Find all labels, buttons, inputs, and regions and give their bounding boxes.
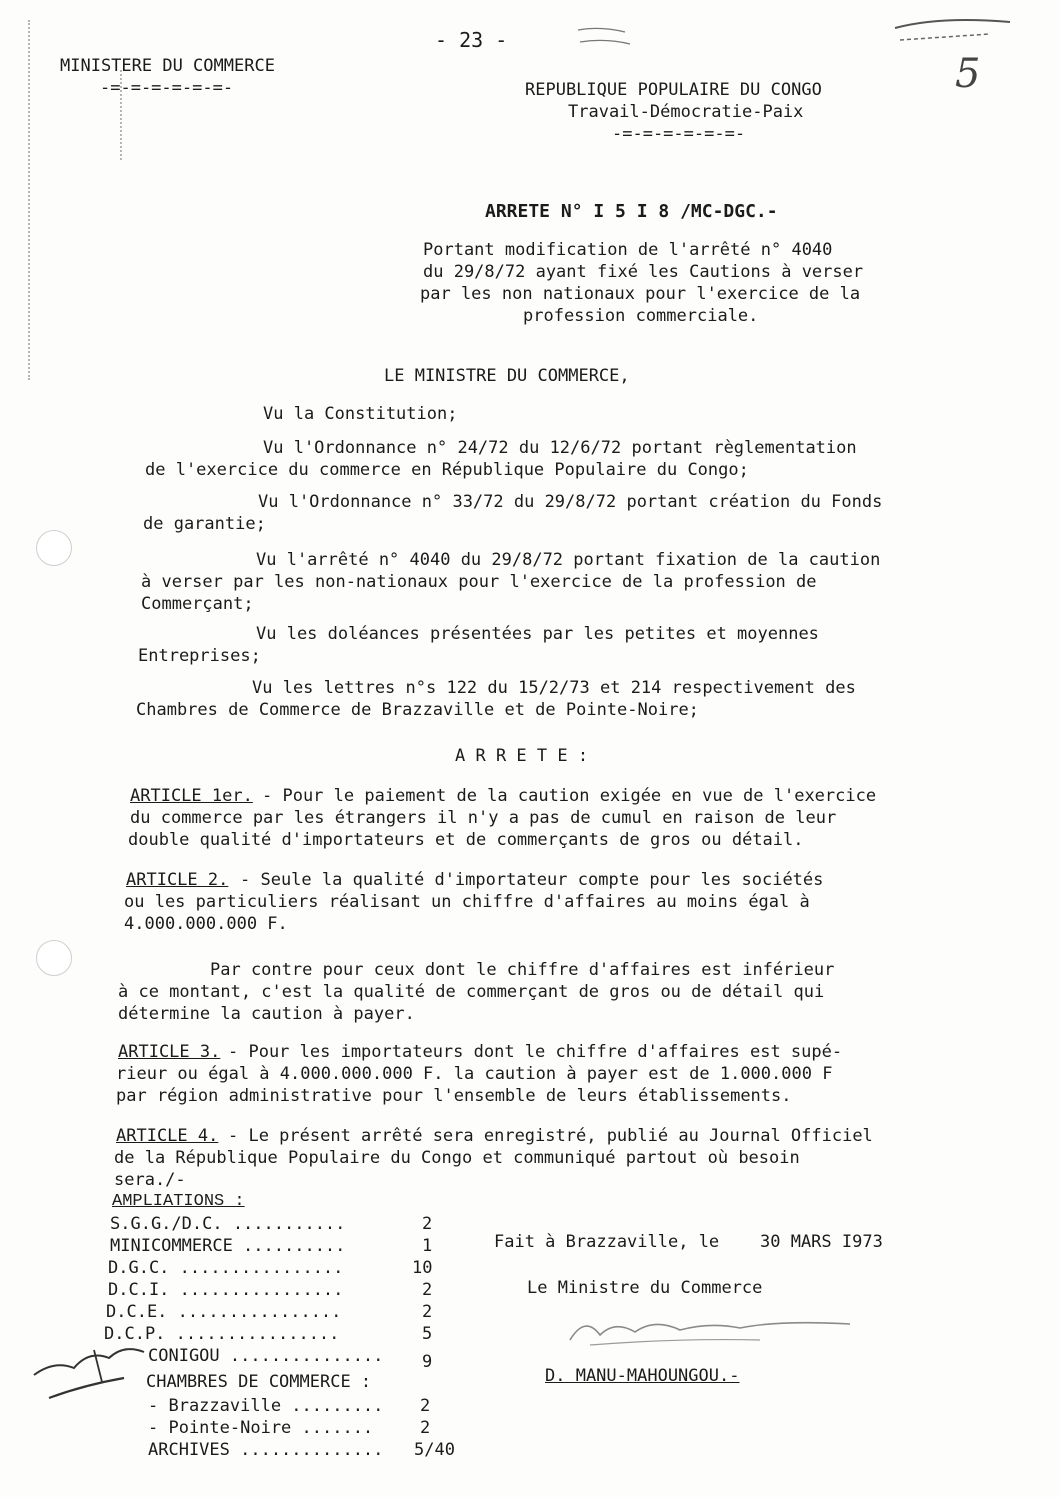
archives-count: 5/40: [414, 1440, 455, 1460]
article-1-label: ARTICLE 1er.: [130, 786, 253, 806]
chamber-name: - Pointe-Noire .......: [148, 1418, 374, 1438]
recital-3-line-2: de garantie;: [143, 514, 266, 534]
chamber-count: 2: [420, 1418, 431, 1438]
recital-5-line-2: Entreprises;: [138, 646, 261, 666]
article-2-line-1: - Seule la qualité d'importateur compte pour les sociétés: [240, 870, 824, 890]
ministry-rule: -=-=-=-=-=-=-: [100, 78, 234, 98]
chamber-count: 2: [420, 1396, 431, 1416]
signatory-title: Le Ministre du Commerce: [527, 1278, 763, 1298]
ampliation-count: 9: [422, 1352, 433, 1372]
ampliation-name: S.G.G./D.C. ...........: [110, 1214, 346, 1234]
article-2-label: ARTICLE 2.: [126, 870, 229, 890]
recital-6-line-1: Vu les lettres n°s 122 du 15/2/73 et 214 respectivement des: [252, 678, 856, 698]
article-2-line-3: 4.000.000.000 F.: [124, 914, 288, 934]
archives-name: ARCHIVES ..............: [148, 1440, 384, 1460]
ampliation-count: 2: [422, 1302, 433, 1322]
ministry-name: MINISTERE DU COMMERCE: [60, 56, 275, 76]
margin-mark: 5: [955, 51, 981, 97]
country-name: REPUBLIQUE POPULAIRE DU CONGO: [525, 80, 822, 100]
punch-hole-top: [36, 530, 72, 566]
ampliation-count: 5: [422, 1324, 433, 1344]
article-4-line-2: de la République Populaire du Congo et communiqué partout où besoin: [114, 1148, 800, 1168]
ampliation-name: D.C.P. ................: [104, 1324, 340, 1344]
purpose-line-4: profession commerciale.: [523, 306, 759, 326]
article-3-line-1: - Pour les importateurs dont le chiffre d'affaires est supé-: [228, 1042, 843, 1062]
purpose-line-3: par les non nationaux pour l'exercice de la: [420, 284, 861, 304]
signatory-name: D. MANU-MAHOUNGOU.-: [545, 1366, 740, 1386]
place-prefix: Fait à Brazzaville, le: [494, 1232, 720, 1252]
ampliation-name: D.C.I. ................: [108, 1280, 344, 1300]
chamber-name: - Brazzaville .........: [148, 1396, 384, 1416]
article-3-line-2: rieur ou égal à 4.000.000.000 F. la caution à payer est de 1.000.000 F: [116, 1064, 833, 1084]
article-2-line-2: ou les particuliers réalisant un chiffre d'affaires au moins égal à: [124, 892, 810, 912]
country-motto: Travail-Démocratie-Paix: [568, 102, 804, 122]
article-2-cont-line-3: détermine la caution à payer.: [118, 1004, 415, 1024]
article-1-line-1: - Pour le paiement de la caution exigée en vue de l'exercice: [262, 786, 877, 806]
article-1-line-3: double qualité d'importateurs et de commerçants de gros ou détail.: [128, 830, 804, 850]
article-2-cont-line-2: à ce montant, c'est la qualité de commerçant de gros ou de détail qui: [118, 982, 825, 1002]
article-4-line-1: - Le présent arrêté sera enregistré, publié au Journal Officiel: [228, 1126, 873, 1146]
arrete-heading: A R R E T E :: [455, 746, 589, 766]
recital-3-line-1: Vu l'Ordonnance n° 33/72 du 29/8/72 portant création du Fonds: [258, 492, 883, 512]
purpose-line-1: Portant modification de l'arrêté n° 4040: [423, 240, 833, 260]
decree-title: ARRETE N° I 5 I 8 /MC-DGC.-: [485, 201, 778, 222]
recital-2-line-1: Vu l'Ordonnance n° 24/72 du 12/6/72 portant règlementation: [263, 438, 857, 458]
article-4-label: ARTICLE 4.: [116, 1126, 219, 1146]
recital-6-line-2: Chambres de Commerce de Brazzaville et de Pointe-Noire;: [136, 700, 699, 720]
signature-icon: [560, 1300, 860, 1360]
article-4-line-3: sera./-: [114, 1170, 186, 1190]
ampliation-name: D.G.C. ................: [108, 1258, 344, 1278]
ampliation-count: 10: [412, 1258, 433, 1278]
purpose-line-2: du 29/8/72 ayant fixé les Cautions à verser: [423, 262, 864, 282]
ampliation-count: 2: [422, 1214, 433, 1234]
article-3-line-3: par région administrative pour l'ensemble de leurs établissements.: [116, 1086, 792, 1106]
ampliation-name: CONIGOU ...............: [148, 1346, 384, 1366]
ampliation-count: 1: [422, 1236, 433, 1256]
recital-1: Vu la Constitution;: [263, 404, 458, 424]
decree-date: 30 MARS I973: [760, 1232, 883, 1252]
article-1-line-2: du commerce par les étrangers il n'y a pas de cumul en raison de leur: [130, 808, 837, 828]
chambers-heading: CHAMBRES DE COMMERCE :: [146, 1372, 372, 1392]
recital-4-line-3: Commerçant;: [141, 594, 254, 614]
handwritten-initials-icon: [24, 1330, 164, 1410]
page-number: - 23 -: [435, 28, 508, 52]
recital-2-line-2: de l'exercice du commerce en République Populaire du Congo;: [145, 460, 749, 480]
article-3-label: ARTICLE 3.: [118, 1042, 221, 1062]
country-rule: -=-=-=-=-=-=-: [612, 124, 746, 144]
punch-hole-bottom: [36, 940, 72, 976]
recital-4-line-1: Vu l'arrêté n° 4040 du 29/8/72 portant fixation de la caution: [256, 550, 881, 570]
ampliation-name: MINICOMMERCE ..........: [110, 1236, 346, 1256]
recital-4-line-2: à verser par les non-nationaux pour l'exercice de la profession de: [141, 572, 817, 592]
handwritten-tick-icon: [570, 22, 640, 52]
ampliation-count: 2: [422, 1280, 433, 1300]
margin-dots: [28, 20, 30, 380]
minister-heading: LE MINISTRE DU COMMERCE,: [384, 366, 630, 386]
recital-5-line-1: Vu les doléances présentées par les petites et moyennes: [256, 624, 819, 644]
ampliation-name: D.C.E. ................: [106, 1302, 342, 1322]
ampliations-heading: AMPLIATIONS :: [112, 1192, 245, 1211]
article-2-cont-line-1: Par contre pour ceux dont le chiffre d'affaires est inférieur: [210, 960, 835, 980]
